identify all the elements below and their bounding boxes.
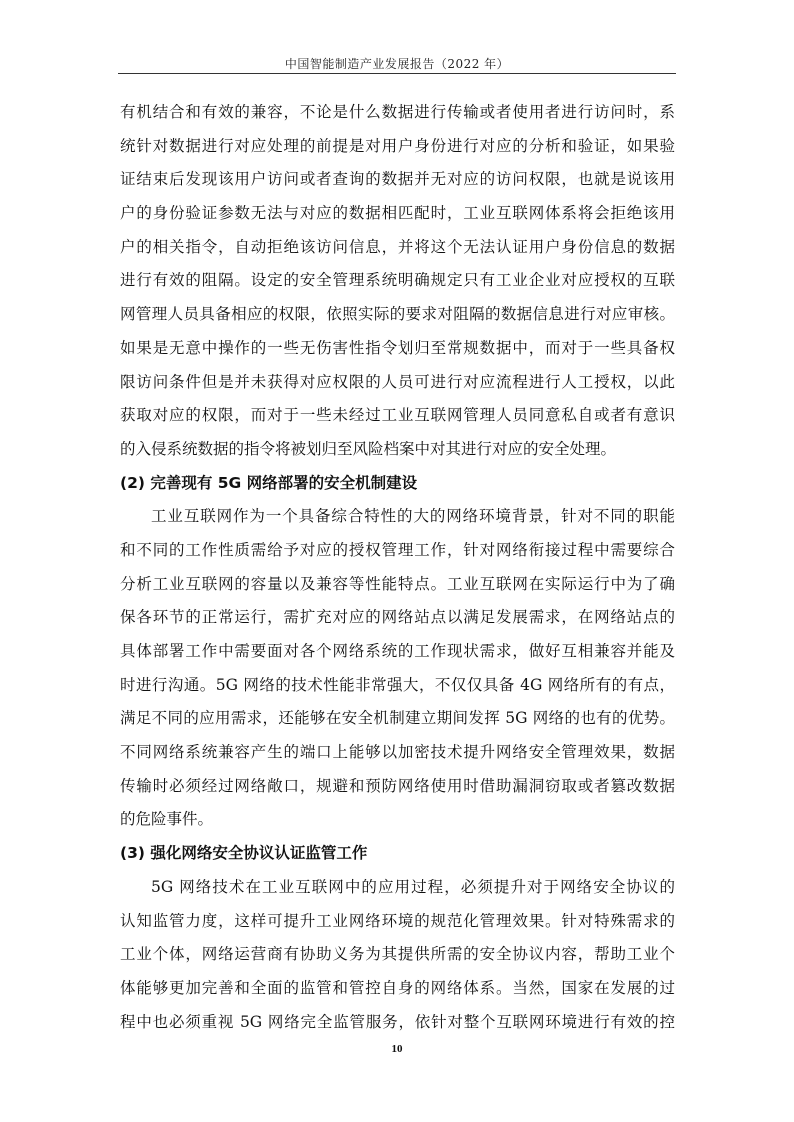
section-heading-protocol-supervision: (3) 强化网络安全协议认证监管工作: [120, 844, 368, 863]
text-line: 满足不同的应用需求，还能够在安全机制建立期间发挥 5G 网络的也有的优势。: [120, 709, 675, 728]
text-line: 统针对数据进行对应处理的前提是对用户身份进行对应的分析和验证，如果验: [120, 136, 675, 155]
text-line: 进行有效的阻隔。设定的安全管理系统明确规定只有工业企业对应授权的互联: [120, 271, 675, 290]
text-line: 认知监管力度，这样可提升工业网络环境的规范化管理效果。针对特殊需求的: [120, 911, 675, 930]
page-number: 10: [391, 1043, 403, 1055]
text-line: 有机结合和有效的兼容，不论是什么数据进行传输或者使用者进行访问时，系: [120, 103, 675, 121]
text-line: 户的相关指令，自动拒绝该访问信息，并将这个无法认证用户身份信息的数据: [120, 237, 675, 256]
text-line: 时进行沟通。5G 网络的技术性能非常强大，不仅仅具备 4G 网络所有的有点，: [120, 675, 675, 694]
text-line: 5G 网络技术在工业互联网中的应用过程，必须提升对于网络安全协议的: [151, 877, 675, 896]
text-line: 限访问条件但是并未获得对应权限的人员可进行对应流程进行人工授权，以此: [120, 372, 675, 391]
text-line: 户的身份验证参数无法与对应的数据相匹配时，工业互联网体系将会拒绝该用: [120, 204, 675, 223]
header-divider: [118, 73, 676, 74]
text-line: 工业互联网作为一个具备综合特性的大的网络环境背景，针对不同的职能: [151, 507, 675, 526]
text-line: 获取对应的权限，而对于一些未经过工业互联网管理人员同意私自或者有意识: [120, 406, 675, 425]
text-line: 具体部署工作中需要面对各个网络系统的工作现状需求，做好互相兼容并能及: [120, 642, 675, 660]
text-line: 不同网络系统兼容产生的端口上能够以加密技术提升网络安全管理效果，数据: [120, 743, 675, 762]
text-line: 分析工业互联网的容量以及兼容等性能特点。工业互联网在实际运行中为了确: [120, 574, 675, 593]
text-line: 网管理人员具备相应的权限，依照实际的要求对阻隔的数据信息进行对应审核。: [120, 305, 675, 324]
paragraph-protocol-supervision: [120, 871, 675, 1039]
paragraph-5g-deployment: [120, 500, 675, 837]
text-line: 的入侵系统数据的指令将被划归至风险档案中对其进行对应的安全处理。: [120, 439, 617, 458]
text-line: 程中也必须重视 5G 网络完全监管服务，依针对整个互联网环境进行有效的控: [120, 1012, 675, 1031]
section-heading-5g-deployment: (2) 完善现有 5G 网络部署的安全机制建设: [120, 473, 418, 492]
text-line: 和不同的工作性质需给予对应的授权管理工作，针对网络衔接过程中需要综合: [120, 540, 675, 559]
text-line: 体能够更加完善和全面的监管和管控自身的网络体系。当然，国家在发展的过: [120, 978, 675, 997]
text-line: 工业个体，网络运营商有协助义务为其提供所需的安全协议内容，帮助工业个: [120, 945, 675, 964]
text-line: 如果是无意中操作的一些无伤害性指令划归至常规数据中，而对于一些具备权: [120, 338, 675, 357]
text-line: 保各环节的正常运行，需扩充对应的网络站点以满足发展需求，在网络站点的: [120, 608, 675, 627]
document-body: [120, 96, 675, 1039]
text-line: 证结束后发现该用户访问或者查询的数据并无对应的访问权限，也就是说该用: [120, 170, 675, 189]
text-line: 传输时必须经过网络敞口，规避和预防网络使用时借助漏洞窃取或者篡改数据: [120, 776, 675, 795]
text-line: 的危险事件。: [120, 810, 214, 829]
running-header: 中国智能制造产业发展报告（2022 年）: [284, 57, 510, 71]
paragraph-access-control: [120, 96, 675, 467]
